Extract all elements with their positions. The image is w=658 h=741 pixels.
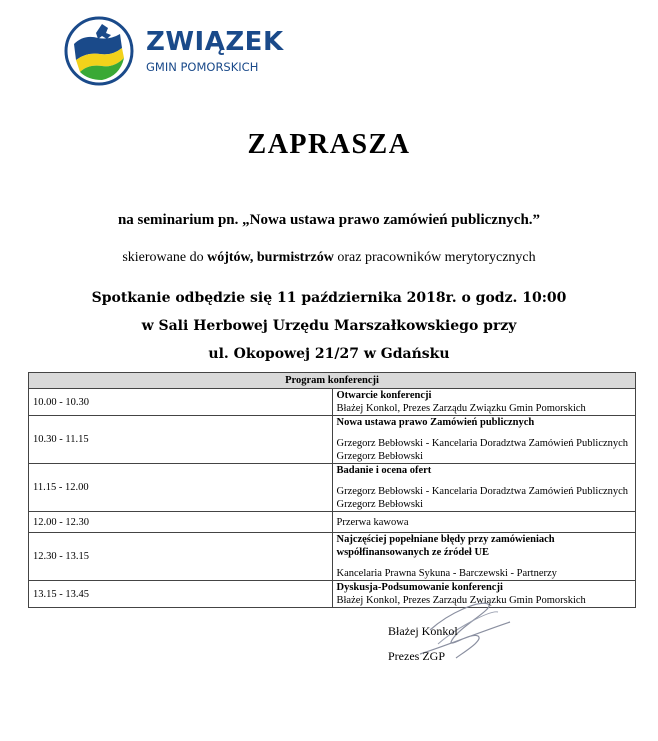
audience-mayors: wójtów [207,250,250,265]
row-content [332,533,636,581]
pomerania-logo-icon [62,14,136,88]
program-table [28,372,636,608]
row-time: 12.00 - 12.30 [29,512,333,533]
row-content [332,464,636,512]
row-time: 13.15 - 13.45 [29,581,333,608]
signature-block [360,592,530,684]
invitation-heading: ZAPRASZA [247,129,411,160]
meeting-venue: w Sali Herbowej Urzędu Marszałkowskiego przy [141,318,517,334]
table-row [29,512,636,533]
row-time: 10.00 - 10.30 [29,389,333,416]
row-title: Najczęściej popełniane błędy przy zamówieniach współfinansowanych ze źródeł UE [336,534,555,558]
row-detail: Błażej Konkol, Prezes Zarządu Związku Gmin Pomorskich [336,403,586,414]
row-content [332,389,636,416]
program-table-wrapper [28,372,636,608]
audience-prefix: skierowane do [122,250,208,265]
table-row [29,464,636,512]
table-row [29,533,636,581]
meeting-date: Spotkanie odbędzie się 11 października 2018r. o godz. 10:00 [91,290,567,306]
organization-logo [62,14,282,84]
signatory-role: Prezes ZGP [388,649,445,663]
row-content [332,512,636,533]
row-detail: Przerwa kawowa [336,516,409,528]
audience-burgomasters: burmistrzów [256,250,334,265]
audience-separator: , [249,250,257,265]
table-row [29,581,636,608]
row-title: Dyskusja-Podsumowanie konferencji [336,582,503,593]
row-content [332,416,636,464]
signatory-name: Błażej Konkol [388,624,458,638]
row-detail: Grzegorz Bebłowski - Kancelaria Doradztwa Zamówień Publicznych Grzegorz Bebłowski [336,438,629,462]
row-time: 11.15 - 12.00 [29,464,333,512]
seminar-title: na seminarium pn. „Nowa ustawa prawo zamówień publicznych.” [117,212,541,228]
row-title: Badanie i ocena ofert [336,465,432,476]
row-title: Otwarcie konferencji [336,390,432,401]
row-detail: Kancelaria Prawna Sykuna - Barczewski - Partnerzy [336,568,557,579]
table-row [29,389,636,416]
logo-subtitle: GMIN POMORSKICH [146,60,259,74]
meeting-address: ul. Okopowej 21/27 w Gdańsku [208,346,450,362]
audience-line [0,248,658,268]
program-header: Program konferencji [29,373,636,389]
row-detail: Grzegorz Bebłowski - Kancelaria Doradztwa Zamówień Publicznych Grzegorz Bebłowski [336,486,629,510]
audience-suffix: oraz pracowników merytorycznych [333,250,536,265]
table-row [29,416,636,464]
row-detail: Błażej Konkol, Prezes Zarządu Związku Gmin Pomorskich [336,595,586,606]
row-title: Nowa ustawa prawo Zamówień publicznych [336,417,535,428]
row-time: 10.30 - 11.15 [29,416,333,464]
row-time: 12.30 - 13.15 [29,533,333,581]
logo-title: ZWIĄZEK [146,27,284,57]
